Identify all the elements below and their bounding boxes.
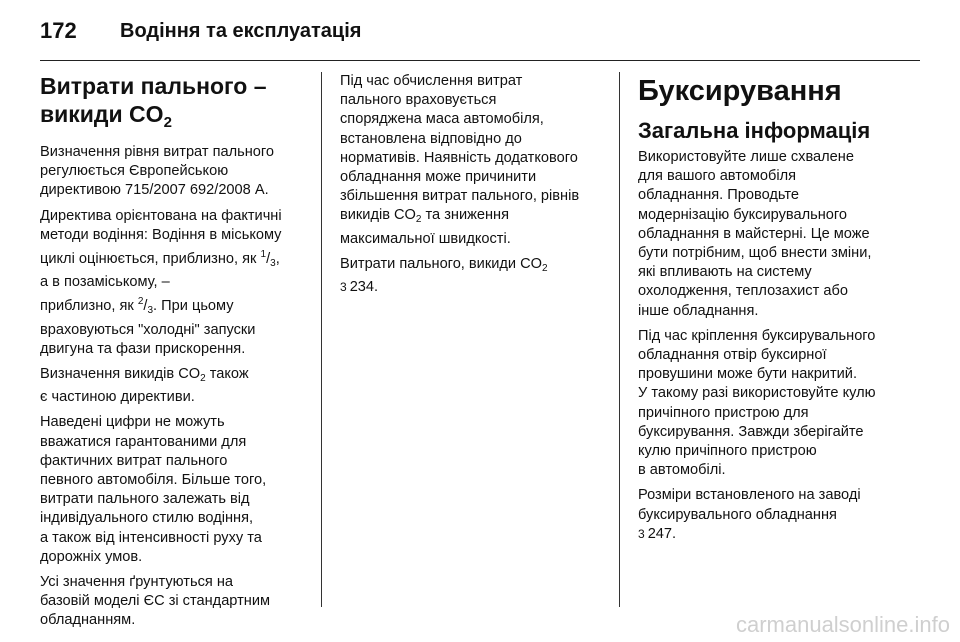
watermark: carmanualsonline.info xyxy=(735,612,950,637)
paragraph-dimensions: Розміри встановленого на заводі буксирувального обладнання 3 247. xyxy=(638,486,918,544)
paragraph-co2-definition: Визначення викидів $CO_2$ також є частиною директиви. xyxy=(40,366,249,406)
right-column xyxy=(638,72,918,550)
paragraph-figures-disclaimer: Наведені цифри не можуть вважатися гарантованими для фактичних витрат пального певного автомобіля. Більше того, витрати пального залежать від індивідуального стилю водіння, а також від інтенсивності руху та дорожніх умов. xyxy=(40,414,267,565)
page-reference-link[interactable]: 3 247. xyxy=(638,525,677,542)
header-title: Водіння та експлуатація xyxy=(120,19,362,42)
paragraph-directive: Визначення рівня витрат пального регулюється Європейською директивою 715/2007 692/2008 A. xyxy=(40,144,275,199)
paragraph-cross-reference: Витрати пального, викиди $CO_2$ 3 234. xyxy=(340,255,606,297)
paragraph-base-model: Усі значення ґрунтуються на базовій моделі ЄС зі стандартним обладнанням. xyxy=(40,574,271,629)
section-heading-towing: Буксирування xyxy=(638,75,842,107)
column-divider-right xyxy=(619,72,620,607)
middle-column xyxy=(340,72,606,303)
page-number: 172 xyxy=(40,18,77,43)
header-rule xyxy=(40,60,920,61)
section-heading-fuel-emissions: Витрати пального – викиди $CO_2$ xyxy=(40,73,267,131)
paragraph-driving-methods: Директива орієнтована на фактичні методи водіння: Водіння в міському циклі оцінюється, приблизно, як $^1/_3$, а в позаміському, – приблизно, як $^2/_3$. При цьому враховуються "холодні" запуски двигуна та фази прискорення. xyxy=(40,207,282,357)
arrow-reference-icon: 3 xyxy=(638,526,645,541)
arrow-reference-icon: 3 xyxy=(340,280,347,295)
subsection-heading-general-info: Загальна інформація xyxy=(638,118,871,143)
page-header xyxy=(40,14,361,48)
column-divider-left xyxy=(321,72,322,607)
paragraph-towing-eye: Під час кріплення буксирувального обладнання отвір буксирної провушини може бути накритий. У такому разі використовуйте кулю причіпного пристрою для буксирування. Завжди зберігайте кулю причіпного пристрою в автомобілі. xyxy=(638,327,876,479)
left-column xyxy=(40,72,306,637)
paragraph-calculation: Під час обчислення витрат пального враховується споряджена маса автомобіля, встановлена відповідно до нормативів. Наявність додаткового обладнання може причинити збільшення витрат пального, рівнів викидів $CO_2$ та зниження максимальної швидкості. xyxy=(340,73,580,247)
page-reference-link[interactable]: 3 234. xyxy=(340,279,379,296)
paragraph-approved-equipment: Використовуйте лише схвалене для вашого автомобіля обладнання. Проводьте модернізацію буксирувального обладнання в майстерні. Це може бути потрібним, щоб внести зміни, які впливають на систему охолодження, теплозахист або інше обладнання. xyxy=(638,149,872,319)
